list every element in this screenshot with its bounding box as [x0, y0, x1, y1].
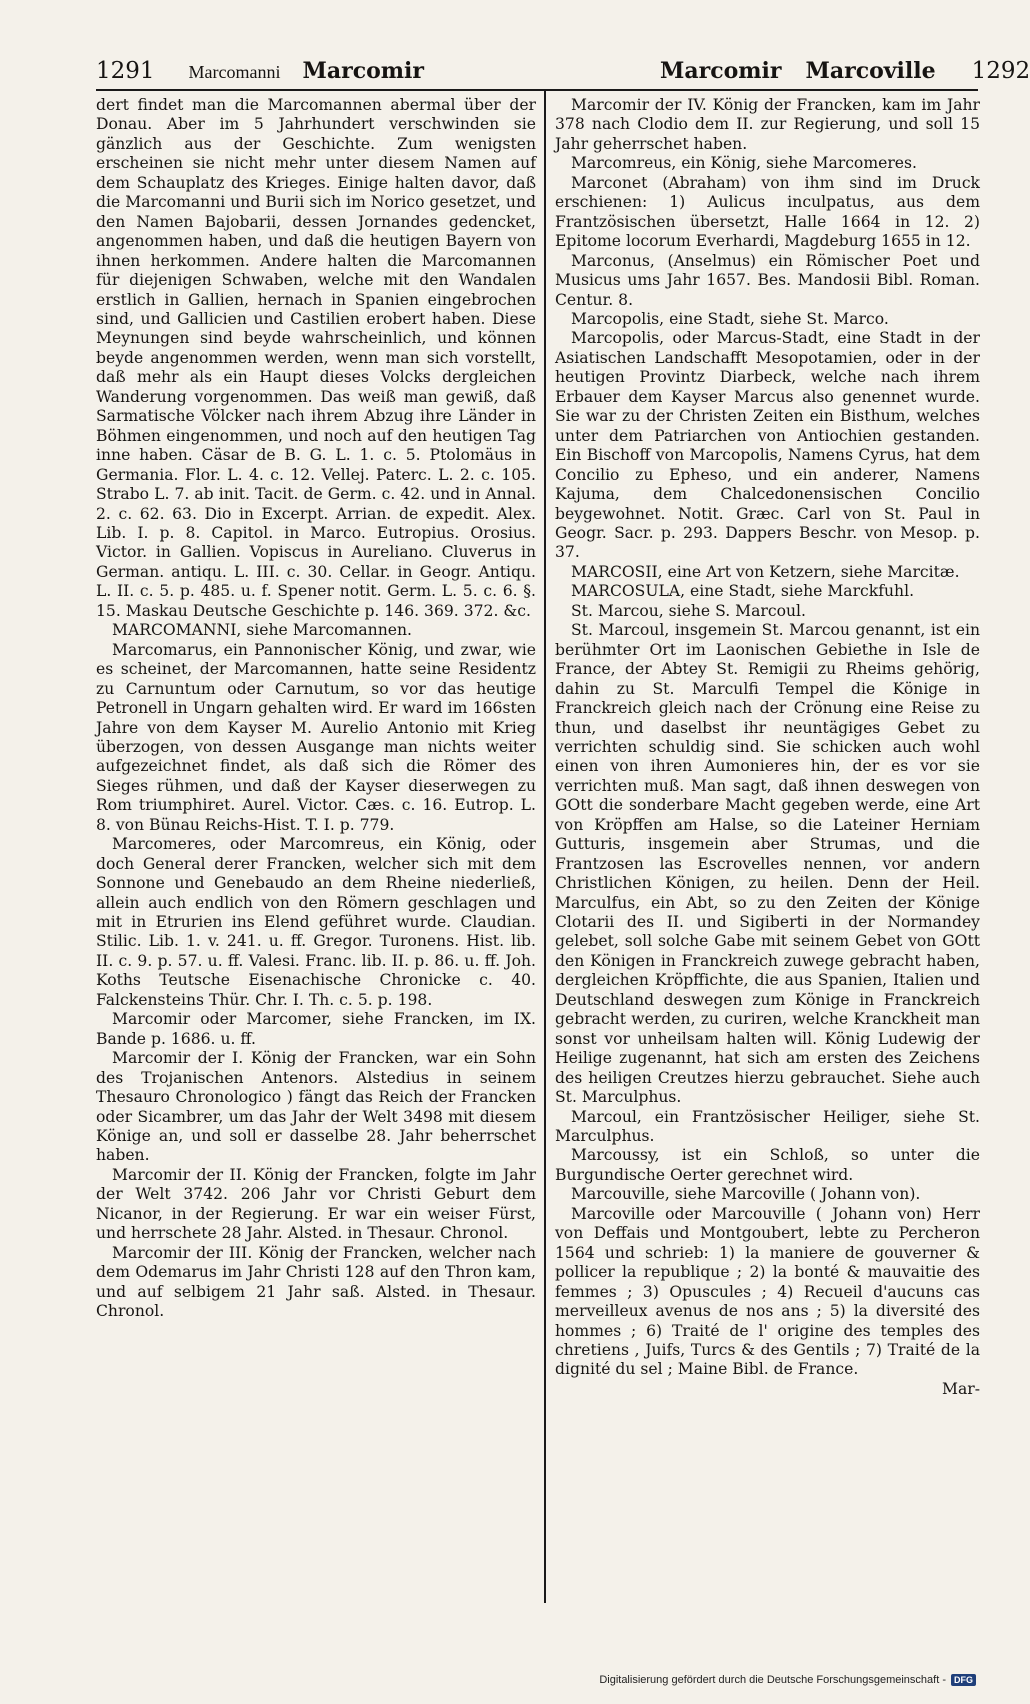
entry-left-2: Marcomarus, ein Pannonischer König, und zwar, wie es scheinet, der Marcomannen, hatte seine Residentz zu Carnuntum oder Carnutum, so vor das heutige Petronell in Ungarn gehalten wird. Er ward im 166sten Jahre von dem Kayser M. Aurelio Antonio mit Krieg überzogen, von dessen Ausgange man nichts weiter aufgezeichnet findet, als daß sich die Römer des Sieges rühmen, und daß der Kayser dieserwegen zu Rom triumphiret. Aurel. Victor. Cæs. c. 16. Eutrop. L. 8. von Bünau Reichs-Hist. T. I. p. 779. — [96, 640, 536, 834]
column-divider — [544, 91, 546, 1603]
entry-right-6: MARCOSII, eine Art von Ketzern, siehe Marcitæ. — [571, 562, 960, 581]
entry-right-1: Marcomreus, ein König, siehe Marcomeres. — [571, 154, 917, 173]
entry-right-3: Marconus, (Anselmus) ein Römischer Poet und Musicus ums Jahr 1657. Bes. Mandosii Bibl. Roman. Centur. 8. — [555, 251, 980, 309]
header-rule — [96, 89, 978, 91]
column-left — [96, 96, 536, 1322]
entry-right-2: Marconet (Abraham) von ihm sind im Druck erschienen: 1) Aulicus inculpatus, aus dem Frantzösischen übersetzt, Halle 1664 in 12. 2) Epitome locorum Everhardi, Magdeburg 1655 in 12. — [555, 173, 980, 251]
header-right — [660, 58, 1030, 85]
entry-right-8: St. Marcou, siehe S. Marcoul. — [571, 601, 806, 620]
page-number-left: 1291 — [96, 58, 155, 84]
entry-left-6: Marcomir der II. König der Francken, folgte im Jahr der Welt 3742. 206 Jahr vor Christi Geburt dem Nicanor, in der Regierung. Er war ein weiser Fürst, und herrschete 28 Jahr. Alsted. in Thesaur. Chronol. — [96, 1165, 536, 1243]
entry-right-0: Marcomir der IV. König der Francken, kam im Jahr 378 nach Clodio dem II. zur Regierung, und soll 15 Jahr geherrschet haben. — [555, 96, 980, 153]
digitization-footer — [599, 1674, 976, 1686]
footer-text: Digitalisierung gefördert durch die Deutsche Forschungsgemeinschaft - — [599, 1674, 946, 1686]
entry-left-7: Marcomir der III. König der Francken, welcher nach dem Odemarus im Jahr Christi 128 auf den Thron kam, und auf selbigem 21 Jahr saß. Alsted. in Thesaur. Chronol. — [96, 1243, 536, 1321]
entry-right-12: Marcouville, siehe Marcoville ( Johann von). — [571, 1185, 921, 1204]
entry-left-1: MARCOMANNI, siehe Marcomannen. — [112, 621, 412, 640]
running-head-keyword-right-1: Marcomir — [660, 58, 782, 84]
entry-right-5: Marcopolis, oder Marcus-Stadt, eine Stadt in der Asiatischen Landschafft Mesopotamien, oder in der heutigen Provintz Diarbeck, welche nach ihrem Erbauer dem Kayser Marcus also genennet wurde. Sie war zu der Christen Zeiten ein Bisthum, welches unter dem Patriarchen von Antiochien gestanden. Ein Bischoff von Marcopolis, Namens Cyrus, hat dem Concilio zu Epheso, und ein anderer, Namens Kajuma, dem Chalcedonensischen Concilio beygewohnet. Notit. Græc. Carl von St. Paul in Geogr. Sacr. p. 293. Dappers Beschr. von Mesop. p. 37. — [555, 329, 980, 562]
column-right — [555, 96, 980, 1399]
running-head-keyword-left: Marcomir — [302, 58, 425, 84]
entry-left-5: Marcomir der I. König der Francken, war ein Sohn des Trojanischen Antenors. Alstedius in seinem Thesauro Chronologico ) fängt das Reich der Francken oder Sicambrer, um das Jahr der Welt 3498 mit diesem Könige an, und soll er dasselbe 28. Jahr beherrschet haben. — [96, 1049, 536, 1165]
entry-right-4: Marcopolis, eine Stadt, siehe St. Marco. — [571, 309, 889, 328]
entry-right-14: Mar- — [942, 1379, 980, 1398]
entry-right-10: Marcoul, ein Frantzösischer Heiliger, siehe St. Marculphus. — [555, 1107, 980, 1146]
page-number-right: 1292 — [971, 58, 1030, 84]
running-head-keyword-right-2: Marcoville — [805, 58, 936, 84]
entry-left-0: dert findet man die Marcomannen abermal über der Donau. Aber im 5 Jahrhundert verschwinden sie gänzlich aus der Geschichte. Zum wenigsten erscheinen sie nicht mehr unter diesem Namen auf dem Schauplatz des Krieges. Einige halten davor, daß die Marcomanni und Burii sich im Norico gesetzet, und den Namen Bajobarii, dessen Jornandes gedencket, angenommen haben, und daß die heutigen Bayern von ihnen herkommen. Andere halten die Marcomannen für diejenigen Schwaben, welche mit den Wandalen erstlich in Gallien, hernach in Spanien eingebrochen sind, und Gallicien und Castilien erobert haben. Diese Meynungen sind beyde wahrscheinlich, und können beyde angenommen werden, wenn man sich vorstellt, daß mehr als ein Haupt dieses Volcks dergleichen Wanderung vorgenommen. Das weiß man gewiß, daß Sarmatische Völcker nach ihrem Abzug ihre Länder in Böhmen eingenommen, und noch auf den heutigen Tag inne haben. Cäsar de B. G. L. 1. c. 5. Ptolomäus in Germania. Flor. L. 4. c. 12. Vellej. Paterc. L. 2. c. 105. Strabo L. 7. ab init. Tacit. de Germ. c. 42. und in Annal. 2. c. 62. 63. Dio in Excerpt. Arrian. de expedit. Alex. Lib. I. p. 8. Capitol. in Marco. Eutropius. Orosius. Victor. in Gallien. Vopiscus in Aureliano. Cluverus in German. antiqu. L. III. c. 30. Cellar. in Geogr. Antiqu. L. II. c. 5. p. 485. u. f. Spener notit. Germ. L. 5. c. 6. §. 15. Maskau Deutsche Geschichte p. 146. 369. 372. &c. — [96, 96, 536, 620]
entry-left-4: Marcomir oder Marcomer, siehe Francken, im IX. Bande p. 1686. u. ff. — [96, 1010, 536, 1048]
header-left — [96, 58, 424, 85]
dfg-logo: DFG — [951, 1674, 976, 1686]
entry-right-11: Marcoussy, ist ein Schloß, so unter die Burgundische Oerter gerechnet wird. — [555, 1146, 980, 1184]
entry-right-13: Marcoville oder Marcouville ( Johann von) Herr von Deffais und Montgoubert, lebte zu Percheron 1564 und schrieb: 1) la maniere de gouverner & pollicer la republique ; 2) la bonté & mauvaitie des femmes ; 3) Opuscules ; 4) Recueil d'aucuns cas merveilleux avenus de nos ans ; 5) la diversité des hommes ; 6) Traité de l' origine des temples des chretiens , Juifs, Turcs & des Gentils ; 7) Traité de la dignité du sel ; Maine Bibl. de France. — [555, 1204, 980, 1379]
entry-right-9: St. Marcoul, insgemein St. Marcou genannt, ist ein berühmter Ort im Laonischen Gebiethe in Isle de France, der Abtey St. Remigii zu Rheims gehörig, dahin zu St. Marculfi Tempel die Könige in Franckreich gleich nach der Crönung eine Reise zu thun, und daselbst ihr neuntägiges Gebet zu verrichten schuldig sind. Sie schicken auch wohl einen von ihren Aumonieres hin, der es vor sie verrichten muß. Man sagt, daß ihnen deswegen von GOtt die sonderbare Macht gegeben werde, eine Art von Kröpffen am Halse, so die Lateiner Herniam Gutturis, insgemein aber Strumas, und die Frantzosen las Escrovelles nennen, vor andern Christlichen Königen, zu heilen. Denn der Heil. Marculfus, ein Abt, so zu den Zeiten der Könige Clotarii des II. und Sigiberti in der Normandey gelebet, soll solche Gabe mit seinem Gebet von GOtt den Königen in Franckreich zuwege gebracht haben, dergleichen Kröpffichte, die aus Spanien, Italien und Deutschland deswegen zum Könige in Franckreich gebracht werden, zu curiren, welche Kranckheit man sonst vor unheilsam halten will. König Ludewig der Heilige zugenannt, hat sich am ersten des Zeichens des heiligen Creutzes hierzu gebrauchet. Siehe auch St. Marculphus. — [555, 621, 980, 1107]
entry-right-7: MARCOSULA, eine Stadt, siehe Marckfuhl. — [571, 582, 915, 601]
entry-left-3: Marcomeres, oder Marcomreus, ein König, oder doch General derer Francken, welcher sich mit dem Sonnone und Genebaudo an dem Rheine niederließ, allein auch endlich von den Römern geschlagen und mit in Etrurien ins Elend geführet wurde. Claudian. Stilic. Lib. 1. v. 241. u. ff. Gregor. Turonens. Hist. lib. II. c. 9. p. 57. u. ff. Valesi. Franc. lib. II. p. 86. u. ff. Joh. Koths Teutsche Eisenachische Chronicke c. 40. Falckensteins Thür. Chr. I. Th. c. 5. p. 198. — [96, 835, 536, 1009]
running-head-latin: Marcomanni — [188, 62, 281, 82]
